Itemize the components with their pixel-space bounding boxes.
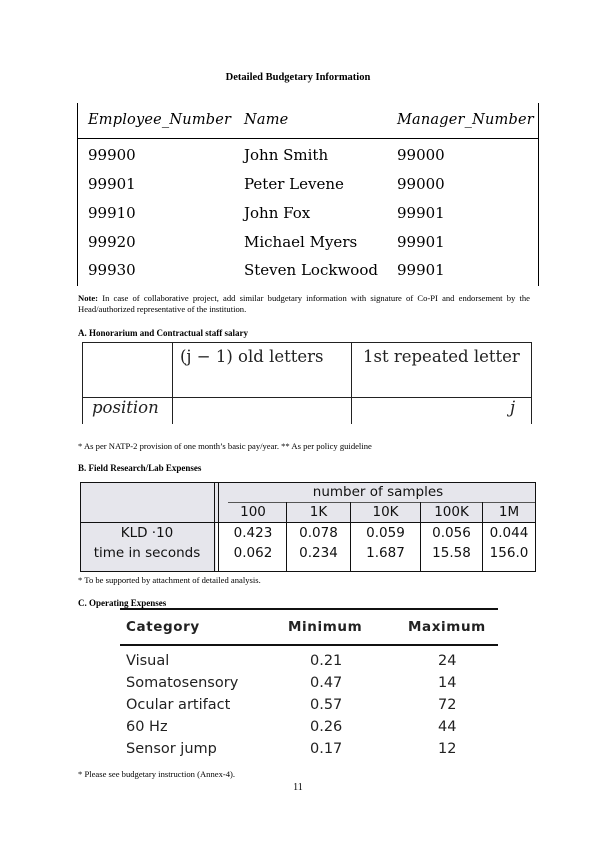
- table-cell: 0.47: [310, 675, 343, 691]
- table-cell: 99901: [397, 261, 445, 279]
- table-cell: John Fox: [244, 204, 311, 222]
- double-divider: [218, 482, 219, 572]
- table-divider: [351, 342, 352, 424]
- table-cell: 99000: [397, 175, 445, 193]
- table-border-right: [538, 103, 539, 286]
- table-cell: 14: [438, 675, 457, 691]
- table-cell: Michael Myers: [244, 233, 358, 251]
- header-name: Name: [244, 112, 289, 128]
- table-bottom-rule: [80, 571, 536, 572]
- table-cell: 99901: [397, 233, 445, 251]
- lab-expenses-table: [80, 482, 536, 572]
- column-header: 1M: [498, 504, 520, 520]
- table-cell: Ocular artifact: [126, 697, 231, 713]
- section-c-heading: C. Operating Expenses: [78, 598, 167, 608]
- header-rule: [77, 138, 539, 139]
- table-cell: 99901: [88, 175, 136, 193]
- header-old-letters: (j − 1) old letters: [180, 347, 324, 366]
- table-top-rule: [82, 342, 531, 343]
- table-cell: 15.58: [432, 545, 471, 561]
- table-cell: Peter Levene: [244, 175, 344, 193]
- employee-table: [77, 103, 539, 286]
- table-cell: 99930: [88, 261, 136, 279]
- table-border-left: [82, 342, 83, 424]
- header-employee-number: Employee_Number: [88, 112, 232, 128]
- table-cell: 0.056: [432, 525, 471, 541]
- table-cell: 0.234: [299, 545, 338, 561]
- table-cell: 0.078: [299, 525, 338, 541]
- group-rule: [228, 502, 536, 503]
- column-header: 100: [240, 504, 266, 520]
- table-cell: 99900: [88, 146, 136, 164]
- header-minimum: Minimum: [288, 619, 363, 635]
- table-cell: 24: [438, 653, 457, 669]
- table-cell: 0.059: [366, 525, 405, 541]
- table-cell: 99910: [88, 204, 136, 222]
- header-manager-number: Manager_Number: [397, 112, 534, 128]
- column-header: 1K: [309, 504, 328, 520]
- table-top-rule: [80, 482, 536, 483]
- table-cell: 44: [438, 719, 457, 735]
- header-repeated-letter: 1st repeated letter: [363, 347, 520, 366]
- table-border-left: [77, 103, 78, 286]
- section-c-footnote: * Please see budgetary instruction (Annex-4).: [78, 769, 236, 779]
- table-cell: 156.0: [489, 545, 529, 561]
- table-cell: 99920: [88, 233, 136, 251]
- page-number: 11: [293, 782, 303, 793]
- table-cell: 0.17: [310, 741, 343, 757]
- table-cell: 0.26: [310, 719, 343, 735]
- page-title: Detailed Budgetary Information: [225, 72, 371, 83]
- table-cell: 99901: [397, 204, 445, 222]
- note-paragraph: [78, 293, 530, 315]
- table-cell: 0.57: [310, 697, 343, 713]
- header-maximum: Maximum: [408, 619, 486, 635]
- section-b-footnote: * To be supported by attachment of detailed analysis.: [78, 575, 261, 585]
- note-text: In case of collaborative project, add similar budgetary information with signature of Co-PI and endorsement by the Head/authorized representative of the institution.: [78, 293, 530, 314]
- table-cell: Visual: [126, 653, 170, 669]
- row-label-position: position: [92, 398, 159, 417]
- table-top-rule: [120, 608, 498, 610]
- table-header-rule: [120, 644, 498, 646]
- header-category: Category: [126, 619, 200, 635]
- group-header: number of samples: [312, 484, 444, 500]
- section-b-heading: B. Field Research/Lab Expenses: [78, 463, 202, 473]
- table-cell: John Smith: [244, 146, 329, 164]
- table-cell: Sensor jump: [126, 741, 217, 757]
- row-value-j: j: [510, 398, 516, 417]
- row-label: time in seconds: [93, 545, 201, 561]
- double-divider: [214, 482, 215, 572]
- operating-expenses-table: [120, 608, 498, 768]
- table-cell: 72: [438, 697, 457, 713]
- section-a-heading: A. Honorarium and Contractual staff salary: [78, 328, 248, 338]
- table-cell: 0.044: [489, 525, 529, 541]
- table-border-right: [531, 342, 532, 424]
- table-divider: [172, 342, 173, 424]
- note-label: Note:: [78, 293, 99, 303]
- section-a-footnote: * As per NATP-2 provision of one month’s basic pay/year. ** As per policy guideline: [78, 441, 372, 451]
- table-cell: 0.21: [310, 653, 343, 669]
- table-cell: 60 Hz: [126, 719, 168, 735]
- column-header: 100K: [434, 504, 469, 520]
- table-cell: 12: [438, 741, 457, 757]
- column-header: 10K: [372, 504, 399, 520]
- table-cell: 0.423: [233, 525, 273, 541]
- row-label: KLD ·10: [120, 525, 174, 541]
- table-cell: 1.687: [366, 545, 405, 561]
- table-cell: Steven Lockwood: [244, 261, 378, 279]
- table-cell: 0.062: [233, 545, 273, 561]
- honorarium-table: [82, 338, 532, 425]
- table-header-rule: [80, 522, 536, 523]
- table-cell: Somatosensory: [126, 675, 239, 691]
- table-cell: 99000: [397, 146, 445, 164]
